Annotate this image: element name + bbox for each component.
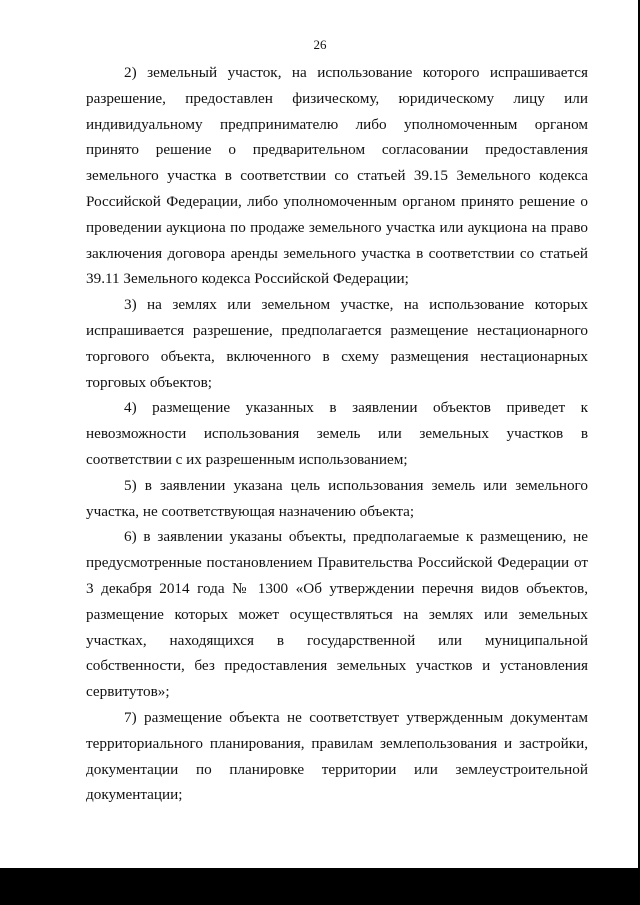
page-number: 26	[313, 37, 327, 52]
scan-bottom-border	[0, 868, 640, 905]
paragraph-item-5: 5) в заявлении указана цель использования земель или земельного участка, не соответствующая назначению объекта;	[86, 476, 588, 520]
paragraph-item-7: 7) размещение объекта не соответствует утвержденным документам территориального планирования, правилам землепользования и застройки, документации по планировке территории или землеустроительной документации;	[86, 708, 588, 804]
paragraph-item-4: 4) размещение указанных в заявлении объектов приведет к невозможности использования земель или земельных участков в соответствии с их разрешенным использованием;	[86, 399, 588, 468]
paragraph-item-6: 6) в заявлении указаны объекты, предполагаемые к размещению, не предусмотренные постановлением Правительства Российской Федерации от 3 декабря 2014 года № 1300 «Об утверждении перечня видов объектов, размещение которых может осуществляться на землях или земельных участках, находящихся в государственной или муниципальной собственности, без предоставления земельных участков и установления сервитутов»;	[86, 528, 588, 701]
paragraph-item-3: 3) на землях или земельном участке, на использование которых испрашивается разрешение, предполагается размещение нестационарного торгового объекта, включенного в схему размещения нестационарных торговых объектов;	[86, 296, 588, 391]
document-body	[86, 60, 588, 808]
paragraph-item-2: 2) земельный участок, на использование которого испрашивается разрешение, предоставлен физическому, юридическому лицу или индивидуальному предпринимателю либо уполномоченным органом принято решение о предварительном согласовании предоставления земельного участка в соответствии со статьей 39.15 Земельного кодекса Российской Федерации, либо уполномоченным органом принято решение о проведении аукциона по продаже земельного участка или аукциона на право заключения договора аренды земельного участка в соответствии со статьей 39.11 Земельного кодекса Российской Федерации;	[86, 64, 588, 288]
